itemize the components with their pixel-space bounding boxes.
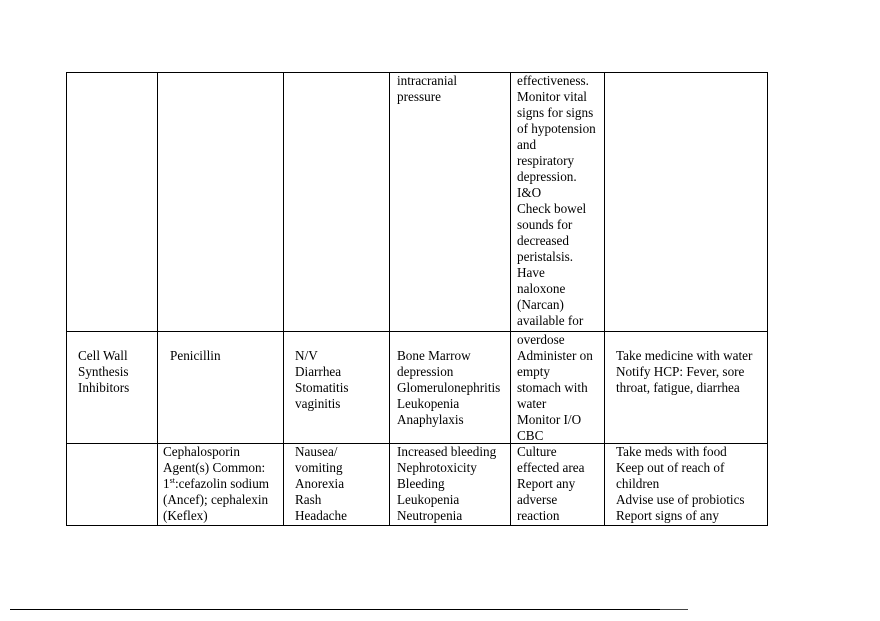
table-cell	[67, 73, 158, 332]
drug-name-text	[163, 444, 269, 524]
patient-teaching-text: Take meds with food Keep out of reach of children Advise use of probiotics Report signs of any	[616, 444, 745, 523]
table-cell	[390, 444, 511, 526]
table-cell	[390, 332, 511, 444]
table-row	[67, 444, 768, 526]
table-cell	[67, 444, 158, 526]
side-effects-text: Nausea/ vomiting Anorexia Rash Headache	[295, 444, 347, 523]
superscript-text: st	[169, 476, 175, 485]
table-row	[67, 73, 768, 332]
drug-name-line: (Ancef); cephalexin	[163, 492, 269, 507]
drug-class-text: Cell Wall Synthesis Inhibitors	[78, 348, 130, 395]
drug-name-line: :cefazolin sodium	[174, 476, 270, 491]
nursing-actions-text: Culture effected area Report any adverse reaction	[517, 444, 585, 523]
drug-table	[66, 72, 768, 526]
nursing-actions-text: Administer on empty stomach with water Monitor I/O CBC	[517, 348, 593, 443]
nursing-actions-overflow-text: overdose	[517, 332, 565, 347]
table-cell	[390, 73, 511, 332]
adverse-effects-text: intracranial pressure	[397, 73, 458, 104]
adverse-effects-text: Increased bleeding Nephrotoxicity Bleeding Leukopenia Neutropenia	[397, 444, 497, 523]
table-cell	[284, 332, 390, 444]
table-cell	[511, 73, 605, 332]
drug-name-line: (Keflex)	[163, 508, 208, 523]
drug-name-line: Cephalosporin	[163, 444, 240, 459]
table-cell	[284, 73, 390, 332]
table-cell	[605, 73, 768, 332]
table-cell	[158, 73, 284, 332]
table-row	[67, 332, 768, 444]
footnote-separator-tail	[660, 609, 688, 610]
table-cell	[511, 332, 605, 444]
table-cell	[158, 444, 284, 526]
table-cell	[284, 444, 390, 526]
drug-name-line-number: 1	[163, 476, 170, 491]
patient-teaching-text: Take medicine with water Notify HCP: Fever, sore throat, fatigue, diarrhea	[616, 348, 753, 395]
nursing-actions-text: effectiveness. Monitor vital signs for signs of hypotension and respiratory depression. I&O Check bowel sounds for decreased peristalsis. Have naloxone (Narcan) available for	[517, 73, 596, 328]
table-cell	[511, 444, 605, 526]
drug-name-text: Penicillin	[170, 348, 221, 363]
table-cell	[67, 332, 158, 444]
table-cell	[605, 444, 768, 526]
table-cell	[158, 332, 284, 444]
footnote-separator	[10, 609, 660, 610]
table-cell	[605, 332, 768, 444]
side-effects-text: N/V Diarrhea Stomatitis vaginitis	[295, 348, 349, 411]
drug-name-line: Agent(s) Common:	[163, 460, 266, 475]
adverse-effects-text: Bone Marrow depression Glomerulonephritis Leukopenia Anaphylaxis	[397, 348, 501, 427]
